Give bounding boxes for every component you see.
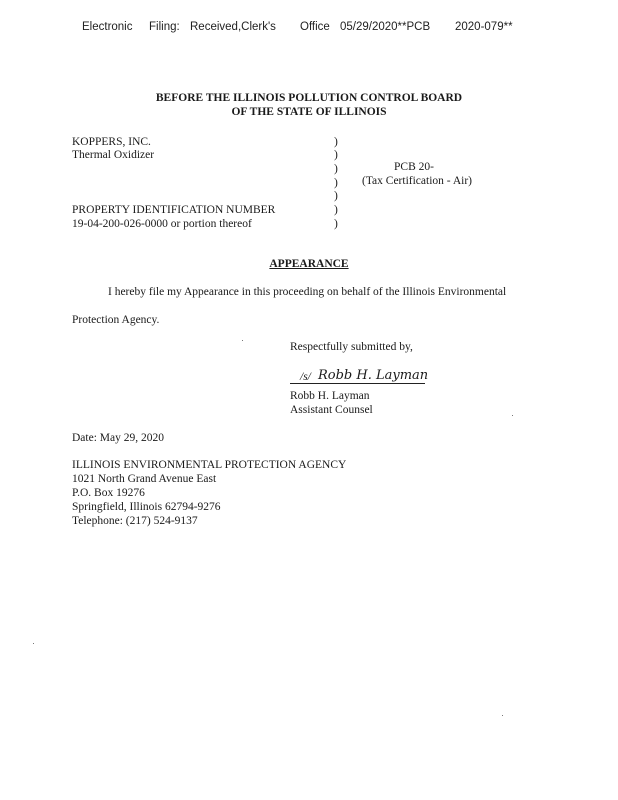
closing-text: Respectfully submitted by, (290, 341, 413, 353)
agency-address-2: P.O. Box 19276 (72, 487, 145, 499)
header-filing: Filing: (149, 21, 180, 33)
agency-phone: Telephone: (217) 524-9137 (72, 515, 198, 527)
title-line-2: OF THE STATE OF ILLINOIS (231, 106, 387, 118)
scan-speck (242, 340, 243, 341)
signer-title: Assistant Counsel (290, 404, 373, 416)
header-office: Office (300, 21, 330, 33)
signature-slash: /s/ (300, 371, 311, 383)
scan-speck (512, 415, 513, 416)
header-received: Received,Clerk's (190, 21, 276, 33)
caption-paren: ) (334, 204, 338, 216)
header-date-pcb: 05/29/2020**PCB (340, 21, 431, 33)
scan-speck (33, 643, 34, 644)
case-number: PCB 20- (394, 161, 434, 173)
header-docket: 2020-079** (455, 21, 513, 33)
appearance-body-line-1: I hereby file my Appearance in this proceeding on behalf of the Illinois Environmental (108, 286, 507, 298)
scan-speck (502, 715, 503, 716)
pin-label: PROPERTY IDENTIFICATION NUMBER (72, 204, 276, 216)
agency-name: ILLINOIS ENVIRONMENTAL PROTECTION AGENCY (72, 459, 347, 471)
agency-city: Springfield, Illinois 62794-9276 (72, 501, 221, 513)
case-type: (Tax Certification - Air) (362, 175, 473, 187)
caption-paren: ) (334, 177, 338, 189)
party-name: KOPPERS, INC. (72, 136, 151, 148)
caption-paren: ) (334, 136, 338, 148)
agency-address-1: 1021 North Grand Avenue East (72, 473, 217, 485)
signature-script: Robb H. Layman (318, 368, 429, 383)
caption-paren: ) (334, 163, 338, 175)
date-line: Date: May 29, 2020 (72, 432, 164, 444)
header-electronic: Electronic (82, 21, 133, 33)
caption-paren: ) (334, 218, 338, 230)
title-line-1: BEFORE THE ILLINOIS POLLUTION CONTROL BOARD (155, 92, 463, 104)
pin-value: 19-04-200-026-0000 or portion thereof (72, 218, 252, 230)
party-subtitle: Thermal Oxidizer (72, 149, 155, 161)
caption-paren: ) (334, 149, 338, 161)
appearance-heading: APPEARANCE (269, 258, 349, 270)
appearance-body-line-2: Protection Agency. (72, 314, 160, 326)
caption-paren: ) (334, 190, 338, 202)
signature-line (290, 383, 425, 384)
signer-name: Robb H. Layman (290, 390, 370, 402)
